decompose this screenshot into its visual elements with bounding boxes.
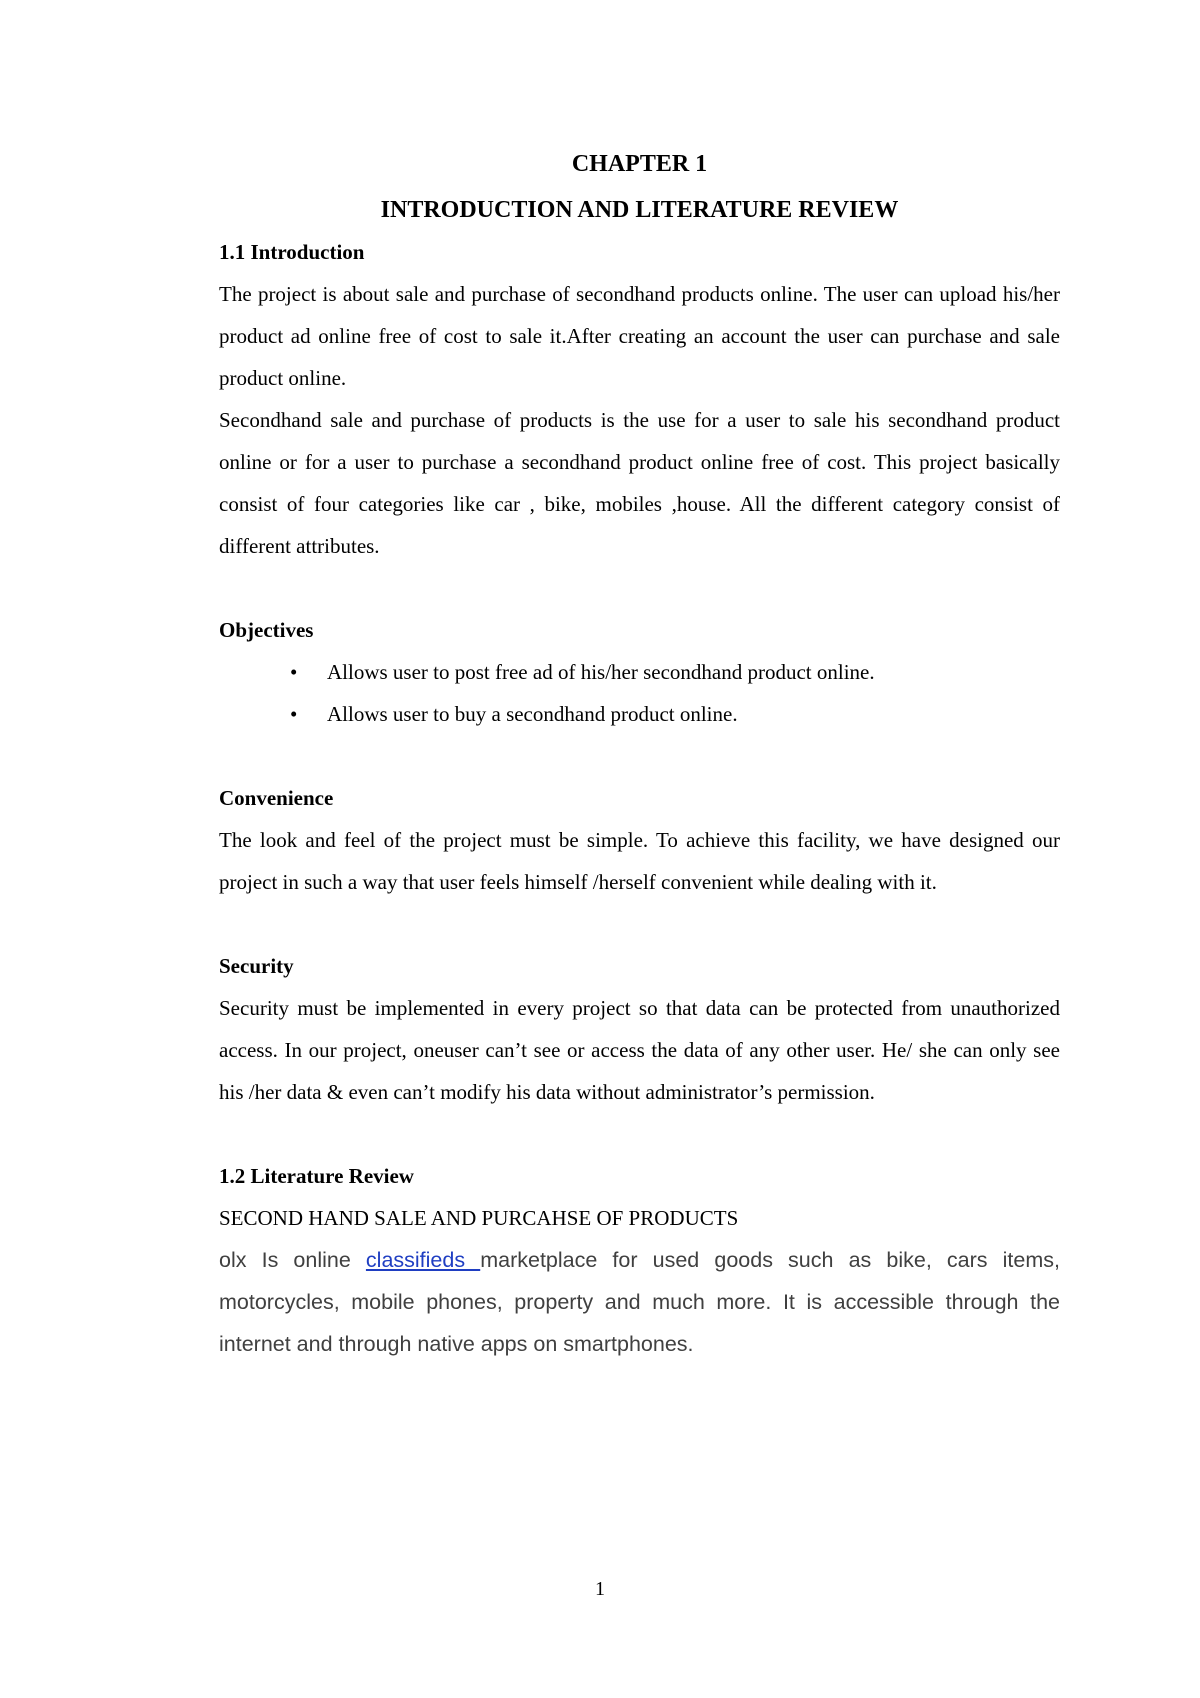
literature-paragraph xyxy=(219,1239,1060,1365)
list-item-text: Allows user to post free ad of his/her secondhand product online. xyxy=(327,660,875,684)
classifieds-link[interactable]: classifieds xyxy=(365,1248,481,1272)
bullet-icon: • xyxy=(290,660,298,684)
literature-text-start: olx Is online xyxy=(219,1248,366,1272)
page-content xyxy=(219,143,1060,1365)
convenience-heading: Convenience xyxy=(219,786,334,810)
list-item-text: Allows user to buy a secondhand product online. xyxy=(327,702,738,726)
list-item xyxy=(290,693,1060,735)
convenience-paragraph: The look and feel of the project must be simple. To achieve this facility, we have designed our project in such a way that user feels himself /herself convenient while dealing with it. xyxy=(219,828,1060,894)
objectives-heading: Objectives xyxy=(219,618,314,642)
literature-subheading: SECOND HAND SALE AND PURCAHSE OF PRODUCTS xyxy=(219,1206,739,1230)
literature-review-heading: 1.2 Literature Review xyxy=(219,1164,414,1188)
objectives-list xyxy=(219,651,1060,735)
introduction-heading: 1.1 Introduction xyxy=(219,240,365,264)
introduction-paragraph-1: The project is about sale and purchase of secondhand products online. The user can upload his/her product ad online free of cost to sale it.After creating an account the user can purchase and sale product online. xyxy=(219,282,1060,390)
spacer xyxy=(219,903,1060,945)
security-paragraph: Security must be implemented in every project so that data can be protected from unauthorized access. In our project, oneuser can’t see or access the data of any other user. He/ she can only see his /her data & even can’t modify his data without administrator’s permission. xyxy=(219,996,1060,1104)
bullet-icon: • xyxy=(290,702,298,726)
spacer xyxy=(219,1113,1060,1155)
spacer xyxy=(219,567,1060,609)
introduction-paragraph-2: Secondhand sale and purchase of products is the use for a user to sale his secondhand product online or for a user to purchase a secondhand product online free of cost. This project basically consist of four categories like car , bike, mobiles ,house. All the different category consist of different attributes. xyxy=(219,408,1060,558)
literature-text-end: marketplace for used goods such as bike, cars items, motorcycles, mobile phones, property and much more. It is accessible through the internet and through native apps on smartphones. xyxy=(219,1248,1060,1356)
chapter-label: CHAPTER 1 xyxy=(571,151,708,177)
list-item xyxy=(290,651,1060,693)
chapter-title: INTRODUCTION AND LITERATURE REVIEW xyxy=(380,197,899,223)
page-number: 1 xyxy=(595,1578,605,1600)
security-heading: Security xyxy=(219,954,294,978)
spacer xyxy=(219,735,1060,777)
